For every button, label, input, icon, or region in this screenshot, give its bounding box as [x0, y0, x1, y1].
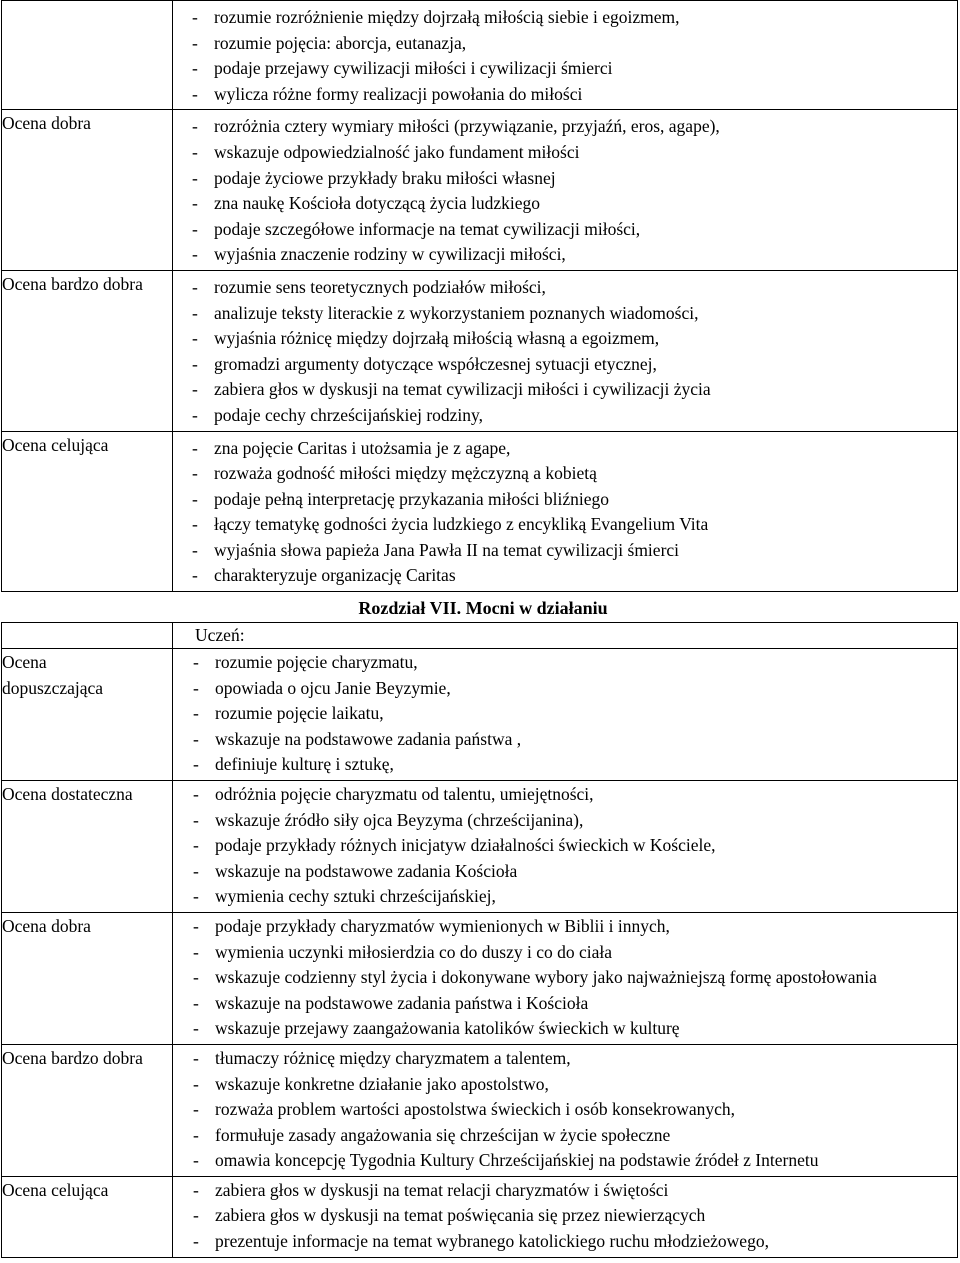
criteria-list [173, 1176, 958, 1257]
grade-label: Ocena dobra [2, 110, 173, 271]
criterion-item: - podaje życiowe przykłady braku miłości własnej [192, 166, 957, 192]
grade-row [2, 110, 958, 271]
grade-row [2, 1044, 958, 1176]
criterion-item: - wskazuje codzienny styl życia i dokonywane wybory jako najważniejszą formę apostołowania [193, 965, 957, 991]
criterion-item: - łączy tematykę godności życia ludzkiego z encykliką Evangelium Vita [192, 512, 957, 538]
grade-label: Ocena celująca [2, 431, 173, 592]
criterion-item: - wskazuje na podstawowe zadania Kościoła [193, 859, 957, 885]
section-title: Rozdział VII. Mocni w działaniu [358, 598, 608, 618]
criterion-item: - formułuje zasady angażowania się chrześcijan w życie społeczne [193, 1123, 957, 1149]
criterion-item: - wyjaśnia słowa papieża Jana Pawła II na temat cywilizacji śmierci [192, 538, 957, 564]
criteria-list [173, 649, 958, 781]
header-items-cell [173, 623, 958, 649]
header-grade-cell [2, 623, 173, 649]
criterion-item: - gromadzi argumenty dotyczące współczesnej sytuacji etycznej, [192, 352, 957, 378]
criterion-item: - wskazuje źródło siły ojca Beyzyma (chrześcijanina), [193, 808, 957, 834]
criterion-item: - rozumie pojęcie charyzmatu, [193, 650, 957, 676]
grade-label: Ocena dobra [2, 912, 173, 1044]
grade-label: Ocena dopuszczająca [2, 649, 173, 781]
grade-row [2, 270, 958, 431]
criterion-item: - wylicza różne formy realizacji powołania do miłości [192, 82, 957, 108]
criterion-item: - wskazuje odpowiedzialność jako fundament miłości [192, 140, 957, 166]
criterion-item: - rozumie sens teoretycznych podziałów miłości, [192, 275, 957, 301]
grading-table-love-body [2, 1, 958, 592]
criterion-item: - zabiera głos w dyskusji na temat cywilizacji miłości i cywilizacji życia [192, 377, 957, 403]
criterion-item: - tłumaczy różnicę między charyzmatem a talentem, [193, 1046, 957, 1072]
grading-table-chapter-vii [1, 622, 958, 1258]
criterion-item: - wymienia uczynki miłosierdzia co do duszy i co do ciała [193, 940, 957, 966]
criterion-item: - definiuje kulturę i sztukę, [193, 752, 957, 778]
criterion-item: - zabiera głos w dyskusji na temat relacji charyzmatów i świętości [193, 1178, 957, 1204]
grade-row [2, 649, 958, 781]
criterion-item: - opowiada o ojcu Janie Beyzymie, [193, 676, 957, 702]
criterion-item: - rozróżnia cztery wymiary miłości (przywiązanie, przyjaźń, eros, agape), [192, 114, 957, 140]
grade-row [2, 780, 958, 912]
grade-label [2, 1, 173, 110]
grading-table-love [1, 0, 958, 592]
grade-row [2, 431, 958, 592]
grade-label: Ocena bardzo dobra [2, 1044, 173, 1176]
criterion-item: - wymienia cechy sztuki chrześcijańskiej, [193, 884, 957, 910]
grade-row [2, 1, 958, 110]
grade-row [2, 1176, 958, 1257]
criterion-item: - analizuje teksty literackie z wykorzystaniem poznanych wiadomości, [192, 301, 957, 327]
criterion-item: - zabiera głos w dyskusji na temat poświęcania się przez niewierzących [193, 1203, 957, 1229]
criterion-item: - prezentuje informacje na temat wybranego katolickiego ruchu młodzieżowego, [193, 1229, 957, 1255]
criterion-item: - podaje cechy chrześcijańskiej rodziny, [192, 403, 957, 429]
grading-table-chapter-vii-body [2, 623, 958, 1258]
grade-label: Ocena celująca [2, 1176, 173, 1257]
criterion-item: - wskazuje przejawy zaangażowania katolików świeckich w kulturę [193, 1016, 957, 1042]
criterion-item: - podaje pełną interpretację przykazania miłości bliźniego [192, 487, 957, 513]
grade-row [2, 912, 958, 1044]
criterion-item: - wyjaśnia różnicę między dojrzałą miłością własną a egoizmem, [192, 326, 957, 352]
criterion-item: - zna pojęcie Caritas i utożsamia je z agape, [192, 436, 957, 462]
criteria-list [173, 912, 958, 1044]
criterion-item: - wskazuje konkretne działanie jako apostolstwo, [193, 1072, 957, 1098]
criterion-item: - rozważa problem wartości apostolstwa świeckich i osób konsekrowanych, [193, 1097, 957, 1123]
section-heading [0, 596, 960, 620]
criterion-item: - podaje przykłady charyzmatów wymienionych w Biblii i innych, [193, 914, 957, 940]
criterion-item: - rozumie rozróżnienie między dojrzałą miłością siebie i egoizmem, [192, 5, 957, 31]
criteria-list [173, 780, 958, 912]
criterion-item: - omawia koncepcję Tygodnia Kultury Chrześcijańskiej na podstawie źródeł z Internetu [193, 1148, 957, 1174]
criteria-list [173, 1044, 958, 1176]
criteria-list [173, 431, 958, 592]
criterion-item: - rozumie pojęcie laikatu, [193, 701, 957, 727]
grade-label: Ocena dostateczna [2, 780, 173, 912]
criterion-item: - wyjaśnia znaczenie rodziny w cywilizacji miłości, [192, 242, 957, 268]
criterion-item: - wskazuje na podstawowe zadania państwa i Kościoła [193, 991, 957, 1017]
criterion-item: - rozważa godność miłości między mężczyzną a kobietą [192, 461, 957, 487]
criterion-item: - zna naukę Kościoła dotyczącą życia ludzkiego [192, 191, 957, 217]
criterion-item: - rozumie pojęcia: aborcja, eutanazja, [192, 31, 957, 57]
criterion-item: - wskazuje na podstawowe zadania państwa , [193, 727, 957, 753]
header-row [2, 623, 958, 649]
grade-label: Ocena bardzo dobra [2, 270, 173, 431]
criterion-item: - odróżnia pojęcie charyzmatu od talentu, umiejętności, [193, 782, 957, 808]
criterion-item: - podaje szczegółowe informacje na temat cywilizacji miłości, [192, 217, 957, 243]
criteria-list [173, 1, 958, 110]
criterion-item: - charakteryzuje organizację Caritas [192, 563, 957, 589]
criteria-list [173, 110, 958, 271]
student-label: Uczeń: [195, 625, 245, 645]
criteria-list [173, 270, 958, 431]
criterion-item: - podaje przejawy cywilizacji miłości i cywilizacji śmierci [192, 56, 957, 82]
criterion-item: - podaje przykłady różnych inicjatyw działalności świeckich w Kościele, [193, 833, 957, 859]
